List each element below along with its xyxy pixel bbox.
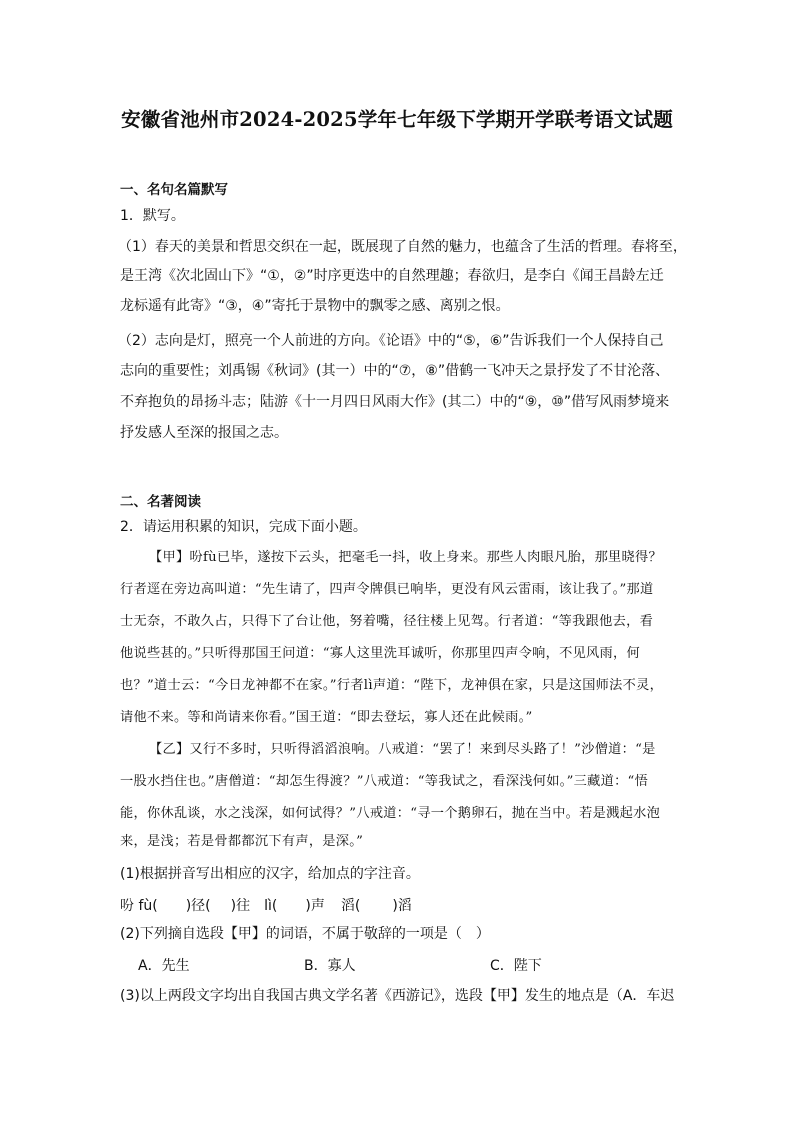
subquestion-2-prompt: (2)下列摘自选段【甲】的词语，不属于敬辞的一项是（ ） [120,926,490,942]
q1-part2-line2: 志向的重要性；刘禹锡《秋词》(其一）中的“⑦，⑧”借鹤一飞冲天之景抒发了不甘沦落、 [120,363,670,379]
passage-yi-line3: 能，你休乱谈，水之浅深，如何试得？”八戒道：“寻一个鹅卵石，抛在当中。若是溅起水泡 [120,806,661,821]
pinyin-item-wang: )往 [230,898,251,914]
page-title: 安徽省池州市2024-2025学年七年级下学期开学联考语文试题 [121,108,673,131]
pinyin-item-sheng: )声 [305,898,325,914]
subquestion-1-prompt: (1)根据拼音写出相应的汉字，给加点的字注音。 [120,866,420,882]
pinyin-item-tao: 滔( [340,898,361,914]
question-2-stem: 2．请运用积累的知识，完成下面小题。 [120,519,367,535]
pinyin-item-li: lì( [264,898,278,914]
pinyin-item-jing: )径( [185,898,211,914]
passage-yi-line4: 来，是浅；若是骨都都沉下有声，是深。” [120,834,364,849]
option-c[interactable]: C．陛下 [490,958,542,974]
section-heading-1: 一、名句名篇默写 [120,182,228,198]
q1-part2-line3: 不弃抱负的昂扬斗志；陆游《十一月四日风雨大作》(其二）中的“⑨，⑩”借写风雨梦境来 [120,394,670,410]
pinyin-item-tao2: )滔 [392,898,412,914]
passage-jia-line6: 请他不来。等和尚请来你看。”国王道：“即去登坛，寡人还在此候雨。” [120,710,533,725]
subquestion-2-options [138,956,542,976]
passage-yi-line1: 【乙】又行不多时，只听得滔滔浪响。八戒道：“罢了！来到尽头路了！”沙僧道：“是 [149,742,656,757]
subquestion-3-prompt: (3)以上两段文字均出自我国古典文学名著《西游记》，选段【甲】发生的地点是（A．车迟 [120,988,675,1004]
passage-yi-line2: 一股水挡住也。”唐僧道：“却怎生得渡？”八戒道：“等我试之，看深浅何如。”三藏道：“悟 [120,774,649,789]
passage-jia-line5: 也？”道士云：“今日龙神都不在家。”行者lì声道：“陛下，龙神俱在家，只是这国师法不灵， [120,678,664,693]
question-1-stem: 1．默写。 [120,208,185,224]
subquestion-1-items [120,896,412,916]
q1-part2-line4: 抒发感人至深的报国之志。 [120,425,288,441]
q1-part2-line1: （2）志向是灯，照亮一个人前进的方向。《论语》中的“⑤，⑥”告诉我们一个人保持自己 [118,333,664,349]
passage-jia-line4: 他说些甚的。”只听得那国王问道：“寡人这里洗耳诚听，你那里四声令响，不见风雨，何 [120,646,641,661]
option-a[interactable]: A．先生 [138,958,190,974]
q1-part1-line2: 是王湾《次北固山下》“①，②”时序更迭中的自然理趣；春欲归，是李白《闻王昌龄左迁 [120,268,664,284]
q1-part1-line3: 龙标遥有此寄》“③，④”寄托于景物中的飘零之感、离别之恨。 [120,298,510,314]
option-b[interactable]: B．寡人 [304,958,356,974]
passage-jia-line2: 行者逕在旁边高叫道：“先生请了，四声令牌俱已响毕，更没有风云雷雨，该让我了。”那道 [120,582,654,597]
passage-jia-line3: 士无奈，不敢久占，只得下了台让他，努着嘴，径往楼上见驾。行者道：“等我跟他去，看 [120,614,654,629]
q1-part1-line1: （1）春天的美景和哲思交织在一起，既展现了自然的魅力，也蕴含了生活的哲理。春将至， [118,239,687,255]
pinyin-item-fenfu: 吩 fù( [120,898,158,914]
section-heading-2: 二、名著阅读 [120,494,201,510]
passage-jia-line1: 【甲】吩fù已毕，遂按下云头，把毫毛一抖，收上身来。那些人肉眼凡胎，那里晓得？ [149,550,663,565]
